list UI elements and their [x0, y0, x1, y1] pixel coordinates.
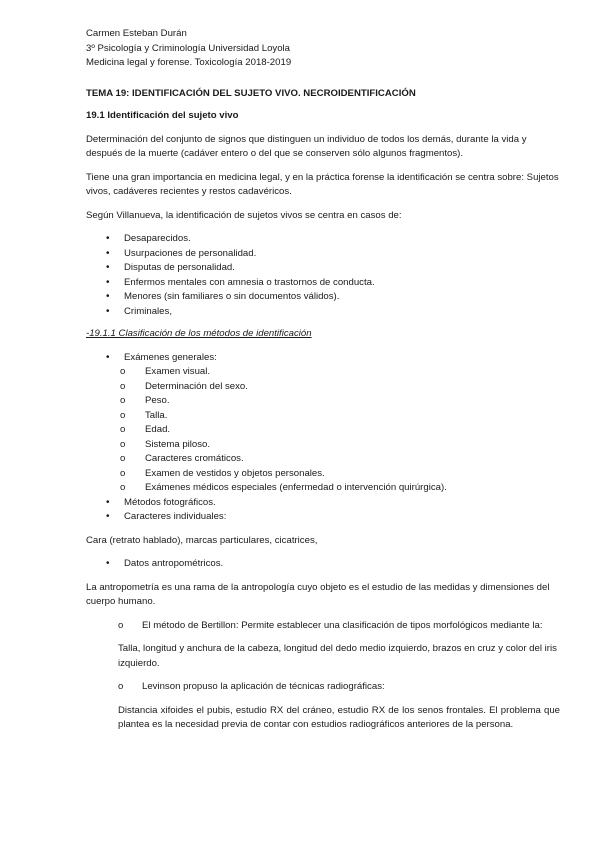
list-item: o Caracteres cromáticos. [86, 452, 560, 467]
list-item: • Disputas de personalidad. [86, 261, 560, 276]
list-item: o Examen de vestidos y objetos personales. [86, 467, 560, 482]
course-name: 3º Psicología y Criminología Universidad Loyola [86, 42, 291, 54]
list-item: • Menores (sin familiares o sin documentos válidos). [86, 290, 560, 305]
list-item: o Edad. [86, 423, 560, 438]
list-item: o Sistema piloso. [86, 438, 560, 453]
list-item: • Enfermos mentales con amnesia o trastornos de conducta. [86, 276, 560, 291]
list-item: • Métodos fotográficos. [86, 496, 560, 511]
bertillon-list [86, 619, 560, 634]
paragraph-anthropometry: La antropometría es una rama de la antropología cuyo objeto es el estudio de las medidas y dimensiones del cuerpo humano. [86, 581, 550, 607]
list-item: o Determinación del sexo. [86, 380, 560, 395]
subject-name: Medicina legal y forense. Toxicología 2018-2019 [86, 57, 292, 68]
subsection-title: -19.1.1 Clasificación de los métodos de identificación [86, 328, 312, 339]
cases-list [86, 232, 560, 319]
list-item: • Datos antropométricos. [86, 557, 560, 572]
list-item: • Usurpaciones de personalidad. [86, 247, 560, 262]
document-header [86, 27, 560, 71]
general-exams-list [86, 365, 560, 496]
list-item: o Peso. [86, 394, 560, 409]
author-name: Carmen Esteban Durán [86, 28, 187, 39]
levinson-list [86, 680, 560, 695]
list-item: • Exámenes generales: [86, 351, 560, 366]
methods-list [86, 351, 560, 366]
list-item: o El método de Bertillon: Permite establecer una clasificación de tipos morfológicos mediante la: [86, 619, 560, 634]
anthropometric-list [86, 557, 560, 572]
individual-traits-text: Cara (retrato hablado), marcas particulares, cicatrices, [86, 534, 318, 546]
list-item: o Exámenes médicos especiales (enfermedad o intervención quirúrgica). [86, 481, 560, 496]
list-item: o Levinson propuso la aplicación de técnicas radiográficas: [86, 680, 560, 695]
section-title: 19.1 Identificación del sujeto vivo [86, 110, 239, 121]
page-title: TEMA 19: IDENTIFICACIÓN DEL SUJETO VIVO. NECROIDENTIFICACIÓN [86, 87, 416, 99]
list-item: • Criminales, [86, 305, 560, 320]
list-item: • Desaparecidos. [86, 232, 560, 247]
methods-list-continued [86, 496, 560, 525]
levinson-text: Distancia xifoides el pubis, estudio RX del cráneo, estudio RX de los senos frontales. El problema que plantea es la necesidad previa de contar con estudios radiográficos anteriores de la persona. [118, 704, 560, 730]
list-item: o Talla. [86, 409, 560, 424]
list-item: o Examen visual. [86, 365, 560, 380]
paragraph-definition: Determinación del conjunto de signos que distinguen un individuo de todos los demás, durante la vida y después de la muerte (cadáver entero o del que se conserven sólo algunos fragmentos). [86, 133, 527, 159]
paragraph-importance: Tiene una gran importancia en medicina legal, y en la práctica forense la identificación se centra sobre: Sujetos vivos, cadáveres recientes y restos cadavéricos. [86, 171, 559, 197]
paragraph-villanueva: Según Villanueva, la identificación de sujetos vivos se centra en casos de: [86, 209, 402, 221]
list-item: • Caracteres individuales: [86, 510, 560, 525]
bertillon-text: Talla, longitud y anchura de la cabeza, longitud del dedo medio izquierdo, brazos en cruz y color del iris izquierdo. [118, 643, 557, 669]
